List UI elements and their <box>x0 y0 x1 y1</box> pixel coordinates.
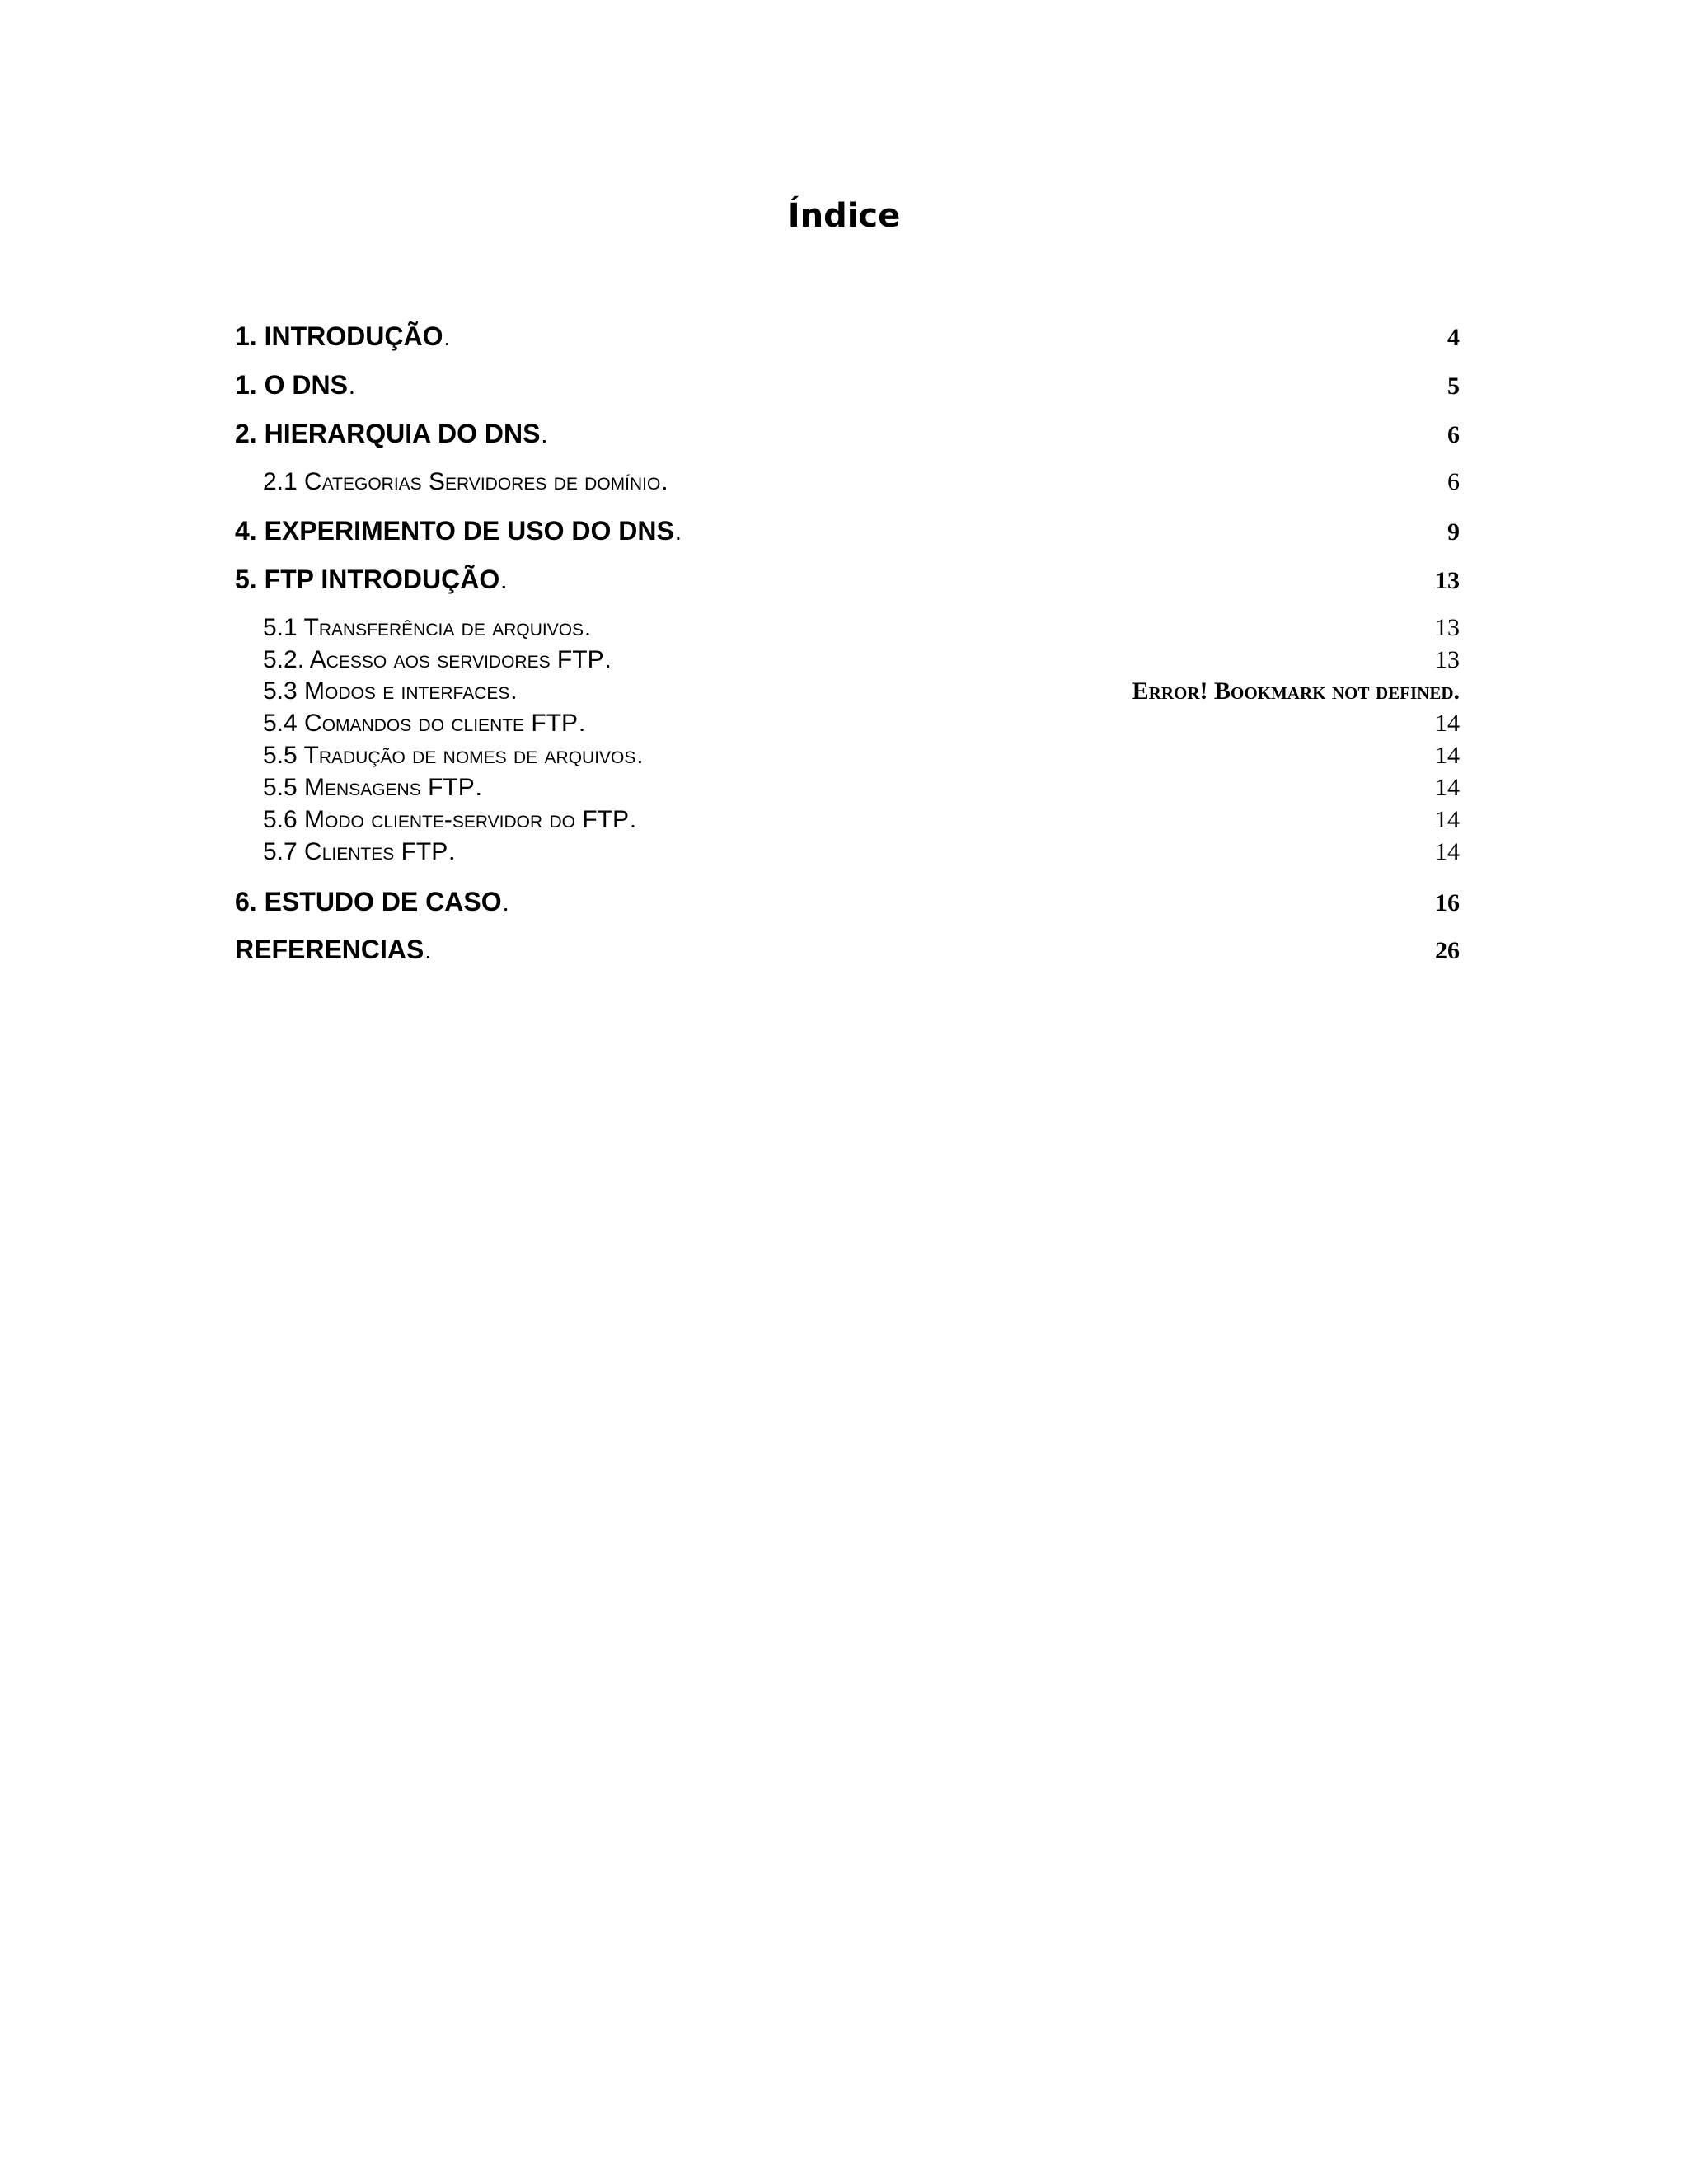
toc-entry-modos-interfaces[interactable] <box>263 677 1460 705</box>
toc-bookmark-error: Error! Bookmark not defined. <box>1132 677 1460 705</box>
toc-page-number: 6 <box>1447 468 1460 495</box>
toc-dot-leader <box>585 619 1432 641</box>
toc-page-number: 16 <box>1435 889 1460 916</box>
toc-dot-leader <box>676 523 1444 546</box>
toc-dot-leader <box>476 779 1432 801</box>
toc-page-number: 14 <box>1435 742 1460 769</box>
toc-entry-mensagens-ftp[interactable] <box>263 774 1460 802</box>
toc-entry-title: 2.1 Categorias Servidores de domínio <box>263 468 661 495</box>
toc-entry-clientes-ftp[interactable] <box>263 838 1460 866</box>
toc-page-number: 14 <box>1435 806 1460 833</box>
toc-entry-categorias-servidores[interactable] <box>263 468 1460 496</box>
toc-page-number: 9 <box>1447 518 1460 546</box>
toc-page-number: 13 <box>1435 567 1460 594</box>
toc-dot-leader <box>425 942 1432 964</box>
toc-entry-title: 1. O DNS <box>235 370 348 400</box>
toc-entry-experimento-dns[interactable] <box>235 516 1460 546</box>
toc-entry-title: 6. ESTUDO DE CASO <box>235 887 502 916</box>
toc-entry-title: 2. HIERARQUIA DO DNS <box>235 419 541 448</box>
toc-entry-comandos-cliente-ftp[interactable] <box>263 710 1460 738</box>
toc-dot-leader <box>637 747 1432 769</box>
toc-entry-acesso-servidores-ftp[interactable] <box>263 646 1460 674</box>
toc-dot-leader <box>606 651 1432 673</box>
toc-entry-title: 5.1 Transferência de arquivos <box>263 614 584 641</box>
toc-page-number: 14 <box>1435 710 1460 737</box>
toc-page-number: 13 <box>1435 646 1460 673</box>
toc-entry-title: 5.6 Modo cliente-servidor do FTP <box>263 806 630 833</box>
toc-dot-leader <box>662 473 1444 495</box>
toc-entry-traducao-nomes[interactable] <box>263 742 1460 770</box>
toc-dot-leader <box>501 572 1432 594</box>
toc-entry-modo-cliente-servidor[interactable] <box>263 806 1460 834</box>
toc-dot-leader <box>504 894 1432 916</box>
toc-entry-title: 5.4 Comandos do cliente FTP <box>263 710 579 737</box>
toc-page-number: 14 <box>1435 838 1460 865</box>
toc-entry-title: 5.5 Mensagens FTP <box>263 774 475 801</box>
toc-dot-leader <box>449 843 1432 865</box>
toc-page-number: 14 <box>1435 774 1460 801</box>
toc-entry-hierarquia-do-dns[interactable] <box>235 419 1460 449</box>
toc-entry-title: 5.7 Clientes FTP <box>263 838 448 865</box>
toc-entry-title: 5.2. Acesso aos servidores FTP <box>263 646 604 673</box>
toc-dot-leader <box>631 811 1432 833</box>
toc-entry-o-dns[interactable] <box>235 370 1460 401</box>
toc-entry-title: 5. FTP INTRODUÇÃO <box>235 565 500 594</box>
toc-entry-title: 5.5 Tradução de nomes de arquivos <box>263 742 636 769</box>
toc-entry-title: 1. INTRODUÇÃO <box>235 321 443 351</box>
toc-entry-estudo-de-caso[interactable] <box>235 887 1460 917</box>
toc-entry-title: 4. EXPERIMENTO DE USO DO DNS <box>235 516 674 546</box>
toc-dot-leader <box>349 377 1444 400</box>
toc-page-number: 5 <box>1447 373 1460 400</box>
toc-dot-leader <box>542 426 1444 448</box>
toc-entry-ftp-introducao[interactable] <box>235 565 1460 595</box>
toc-entry-referencias[interactable] <box>235 935 1460 965</box>
toc-dot-leader <box>579 715 1432 737</box>
toc-page-number: 13 <box>1435 614 1460 641</box>
toc-entry-transferencia-arquivos[interactable] <box>263 614 1460 642</box>
page-title: Índice <box>787 197 901 235</box>
toc-entry-introducao[interactable] <box>235 321 1460 352</box>
toc-dot-leader <box>444 329 1444 351</box>
toc-page-number: 26 <box>1435 937 1460 964</box>
toc-page-number: 4 <box>1447 324 1460 351</box>
toc-page-number: 6 <box>1447 421 1460 448</box>
toc-entry-title: 5.3 Modos e interfaces <box>263 677 510 705</box>
toc-dot-leader <box>511 682 1128 705</box>
toc-entry-title: REFERENCIAS <box>235 935 424 964</box>
